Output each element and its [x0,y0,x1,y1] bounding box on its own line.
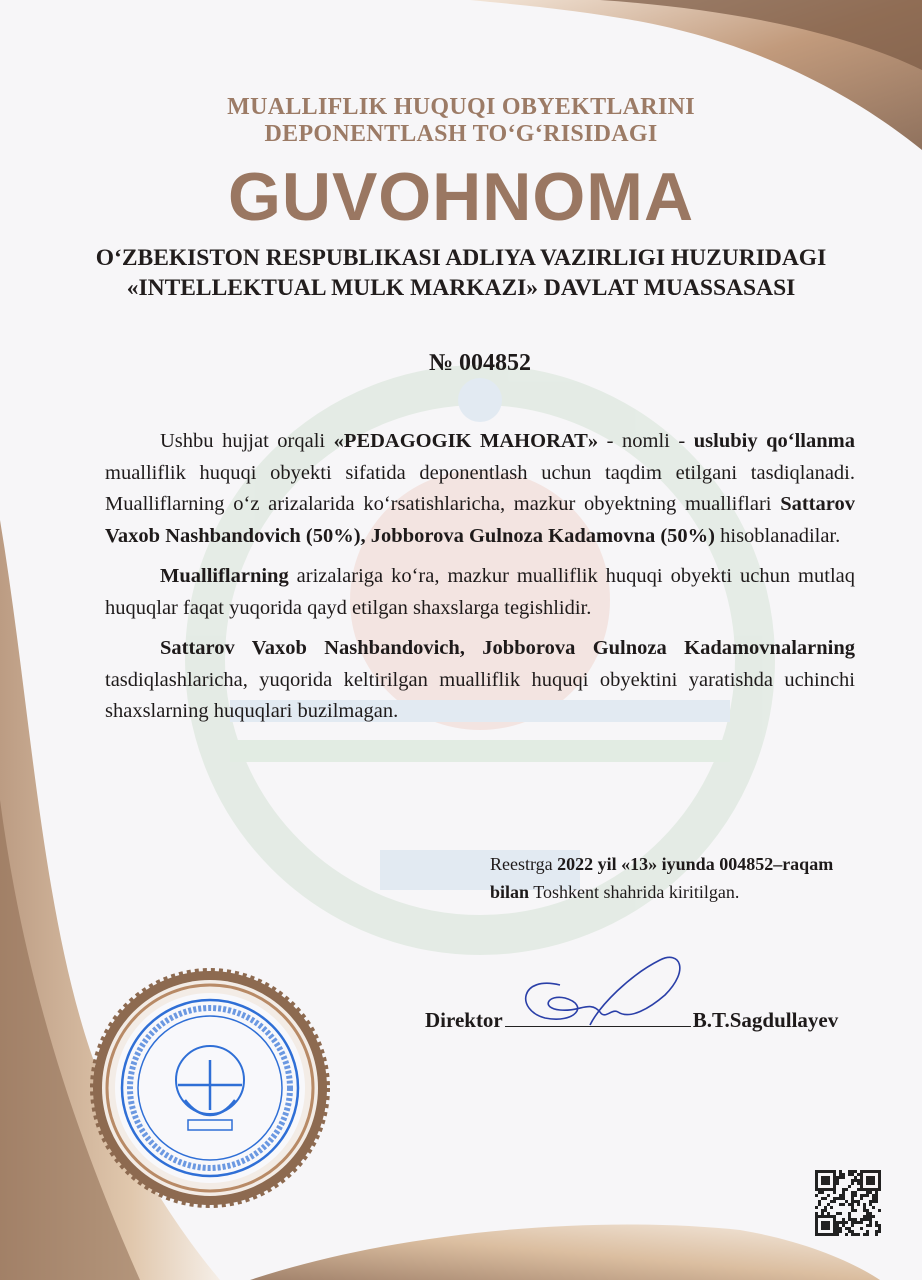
text: mualliflik huquqi obyekti sifatida deponentlash uchun taqdim etilgani tasdiqlanadi. Mualliflarning o‘z arizalarida ko‘rsatishlaricha, mazkur obyektning mualliflari [105,461,855,515]
text: Toshkent shahrida kiritilgan. [529,882,740,902]
signature-line [505,1026,691,1027]
text: tasdiqlashlaricha, yuqorida keltirilgan mualliflik huquqi obyektini yaratishda uchinchi shaxslarning huquqlari buzilmagan. [105,668,855,722]
text: arizalariga ko‘ra, mazkur mualliflik huquqi obyekti uchun mutlaq huquqlar faqat yuqorida qayd etilgan shaxslarga tegishlidir. [105,565,855,619]
official-seal [93,971,327,1205]
registry-date-number: 2022 yil «13» iyunda 004852–raqam bilan [490,854,834,902]
authors: Sattarov Vaxob Nashbandovich (50%), Jobborova Gulnoza Kadamovna (50%) [105,493,855,547]
signer-name: B.T.Sagdullayev [692,1008,839,1032]
work-type: uslubiy qo‘llanma [693,430,855,452]
paragraph-3 [105,633,855,728]
certificate-body [105,426,855,737]
authors: Sattarov Vaxob Nashbandovich, Jobborova Gulnoza Kadamovnalarning [160,637,855,659]
text-bold: Mualliflarning [160,565,289,587]
text: - nomli - [598,430,694,452]
organization-name [0,243,922,303]
paragraph-1 [105,426,855,552]
signer-role: Direktor [425,1008,503,1032]
paragraph-2 [105,561,855,624]
header-line-1: MUALLIFLIK HUQUQI OBYEKTLARINI [227,94,695,120]
org-line-1: O‘ZBEKISTON RESPUBLIKASI ADLIYA VAZIRLIGI HUZURIDAGI [95,245,827,271]
qr-code [815,1170,881,1236]
signature-block [425,1008,838,1033]
text: Ushbu hujjat orqali [160,430,334,452]
text: Reestrga [490,854,558,874]
document-title: GUVOHNOMA [227,159,695,235]
text: hisoblanadilar. [715,524,841,547]
registry-note [490,850,860,906]
org-line-2: «INTELLEKTUAL MULK MARKAZI» DAVLAT MUASSASASI [126,275,796,301]
header-line-2: DEPONENTLASH TO‘G‘RISIDAGI [264,121,658,147]
certificate-number: № 004852 [428,350,532,376]
work-title: «PEDAGOGIK MAHORAT» [333,430,599,452]
